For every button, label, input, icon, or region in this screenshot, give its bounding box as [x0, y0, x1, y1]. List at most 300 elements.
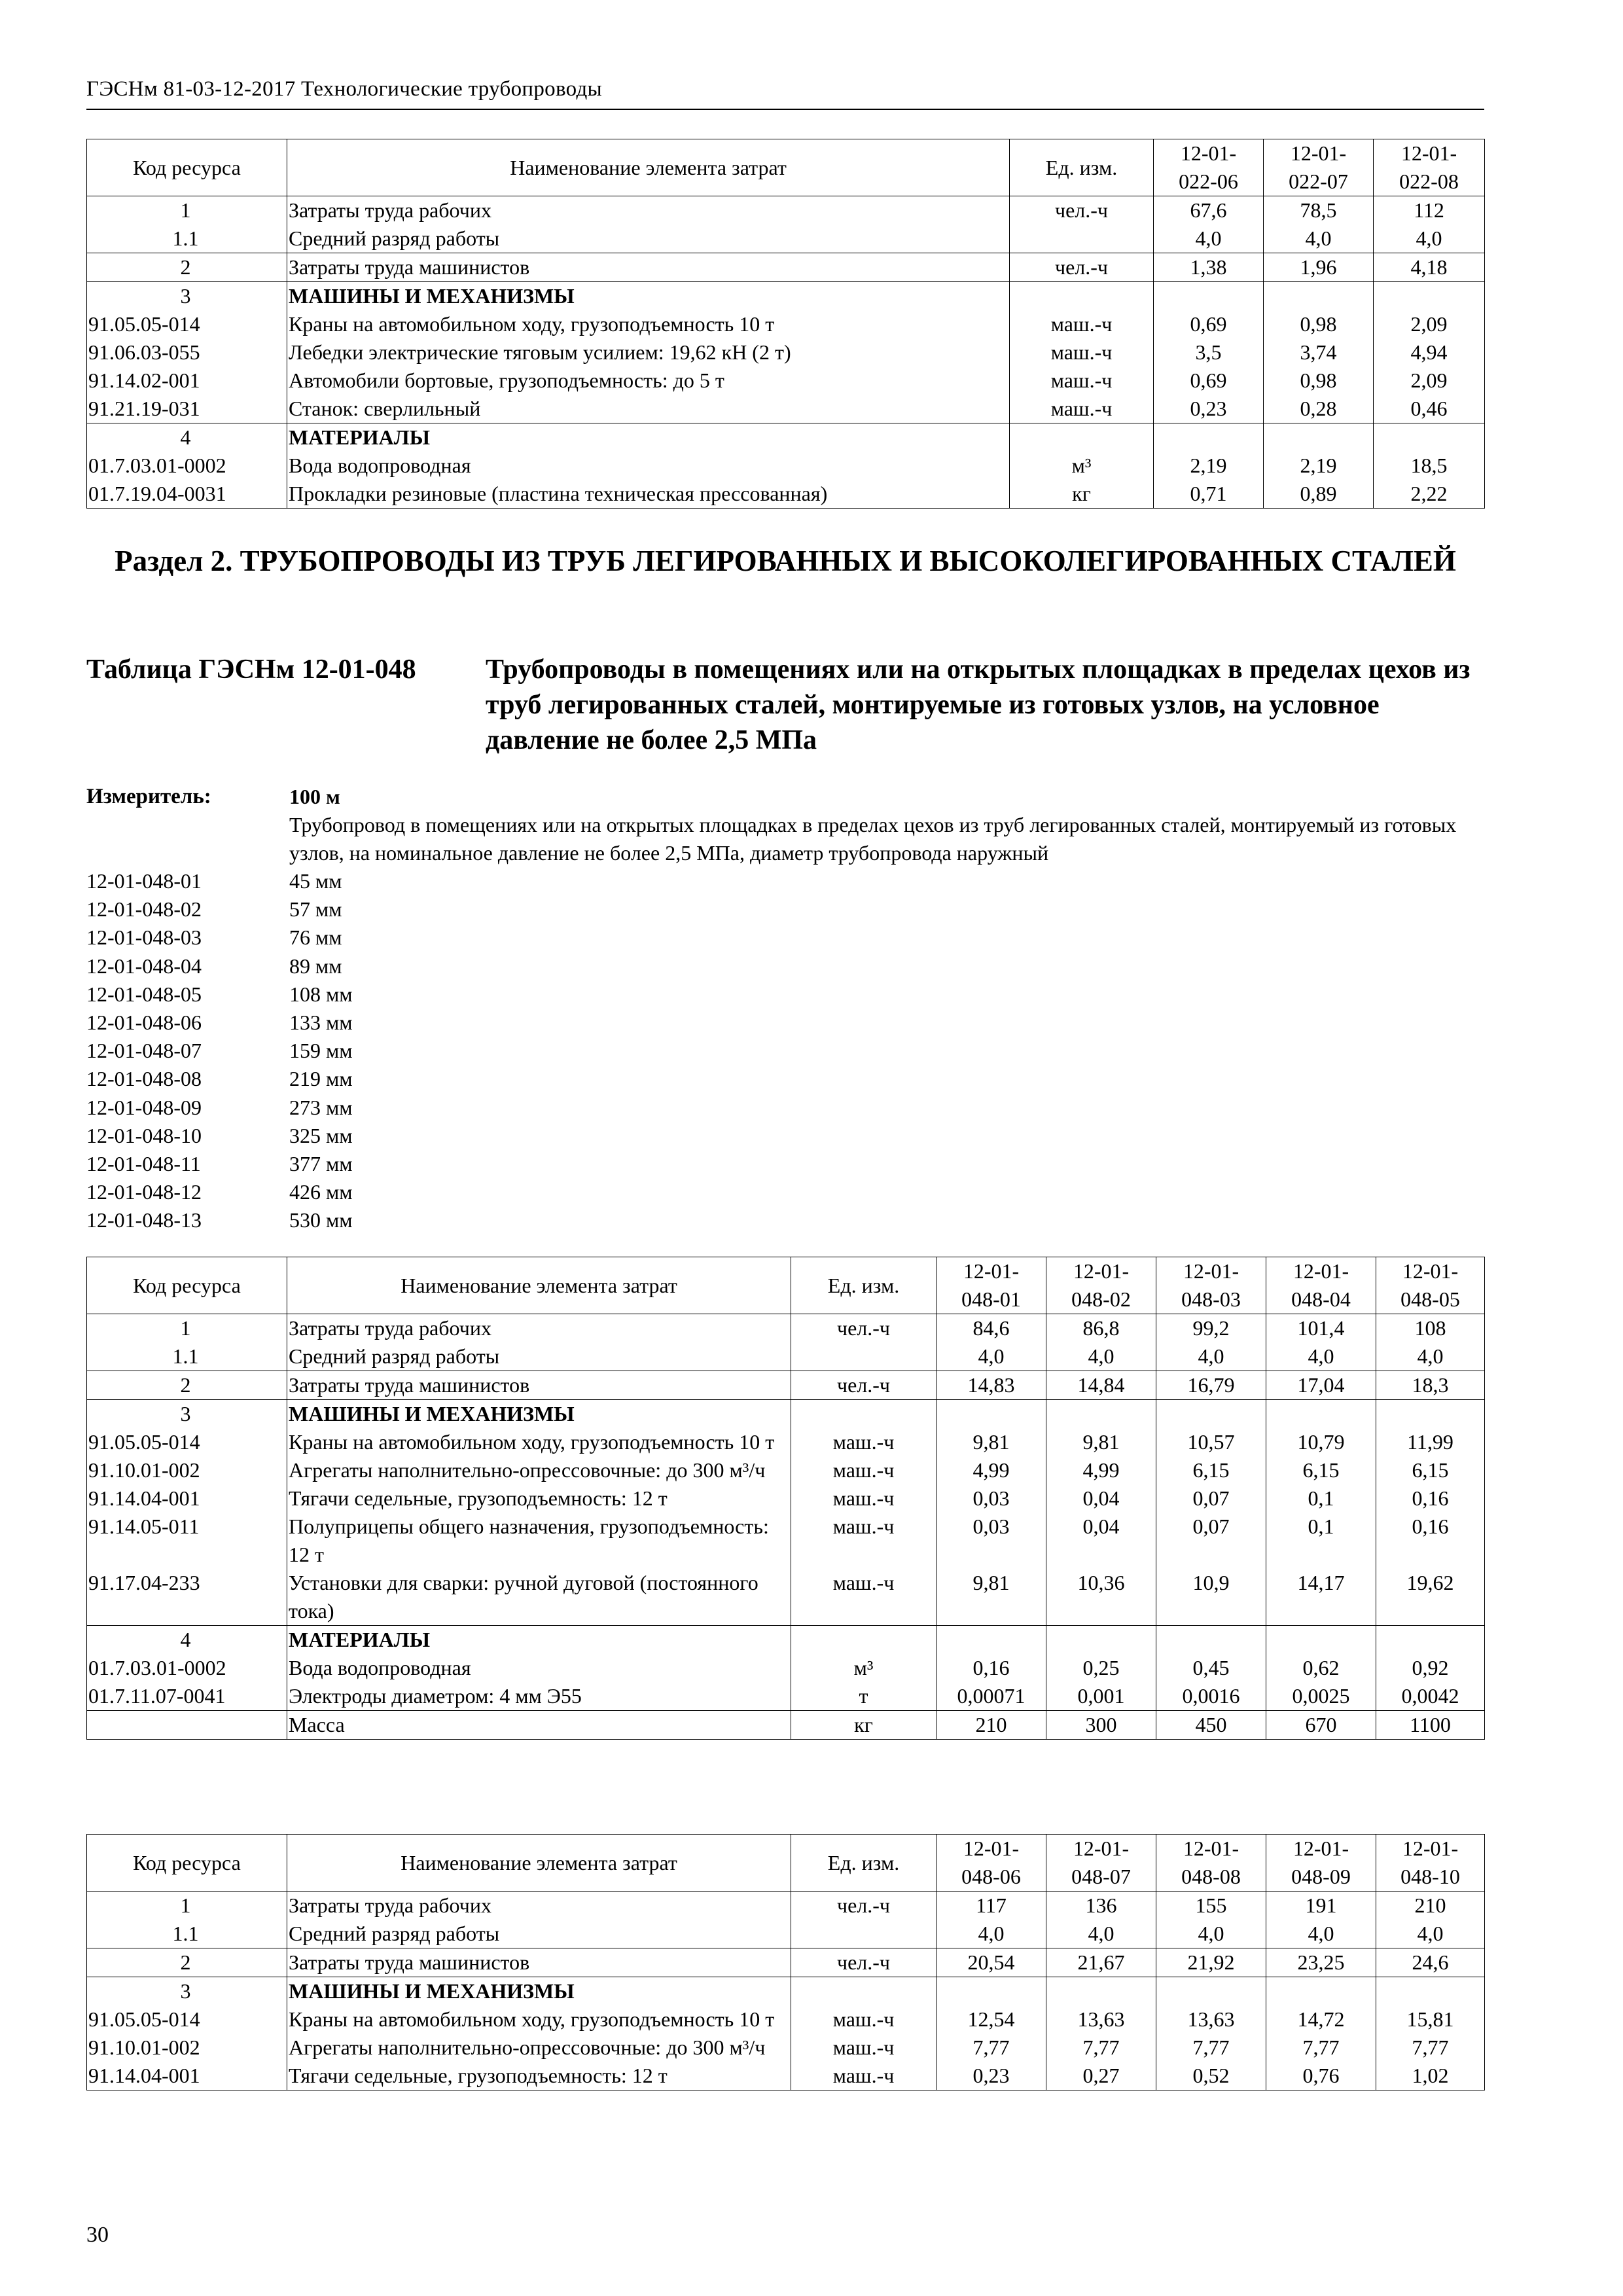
column-header: Код ресурса	[87, 1835, 287, 1892]
resource-value: 78,5	[1264, 196, 1374, 225]
column-header: Наименование элемента затрат	[287, 139, 1010, 196]
resource-code: 01.7.03.01-0002	[87, 452, 287, 480]
table-row	[87, 1342, 1485, 1371]
resource-code: 2	[87, 253, 287, 282]
table-row	[87, 282, 1485, 311]
resource-value: 191	[1266, 1892, 1376, 1920]
resource-name: МАШИНЫ И МЕХАНИЗМЫ	[287, 1977, 791, 2006]
list-item	[86, 1150, 353, 1178]
diameter-size: 89 мм	[289, 954, 342, 978]
resource-unit: маш.-ч	[1010, 395, 1154, 423]
resource-value: 14,83	[936, 1371, 1046, 1400]
resource-value: 117	[936, 1892, 1046, 1920]
resource-unit: м³	[791, 1654, 936, 1682]
table-row	[87, 395, 1485, 423]
resource-code: 3	[87, 1977, 287, 2006]
resource-unit	[791, 1920, 936, 1948]
resource-value: 0,03	[936, 1484, 1046, 1513]
resource-value	[1046, 1626, 1156, 1655]
list-item	[86, 1094, 353, 1122]
column-header: Ед. изм.	[791, 1835, 936, 1892]
resource-value: 0,16	[1376, 1513, 1485, 1569]
resource-value: 23,25	[1266, 1948, 1376, 1977]
column-header: 12-01- 048-02	[1046, 1257, 1156, 1314]
resource-unit: маш.-ч	[791, 2034, 936, 2062]
resource-code: 1.1	[87, 1920, 287, 1948]
resource-unit: маш.-ч	[791, 2005, 936, 2034]
resource-name: Вода водопроводная	[287, 1654, 791, 1682]
resource-value: 0,001	[1046, 1682, 1156, 1711]
resource-unit: маш.-ч	[791, 1569, 936, 1626]
resource-value	[1266, 1400, 1376, 1429]
diameter-size: 108 мм	[289, 982, 353, 1006]
resource-name: Средний разряд работы	[287, 224, 1010, 253]
resource-code: 1	[87, 1314, 287, 1343]
resource-value: 0,92	[1376, 1654, 1485, 1682]
resource-table-048-06-10	[86, 1834, 1485, 2090]
resource-name: МАТЕРИАЛЫ	[287, 1626, 791, 1655]
list-item	[86, 1122, 353, 1150]
resource-code: 91.14.05-011	[87, 1513, 287, 1569]
resource-code: 91.14.04-001	[87, 2062, 287, 2090]
resource-value: 0,98	[1264, 367, 1374, 395]
table-row	[87, 1977, 1485, 2006]
resource-code: 91.05.05-014	[87, 2005, 287, 2034]
resource-code: 01.7.11.07-0041	[87, 1682, 287, 1711]
resource-value: 4,0	[1156, 1920, 1266, 1948]
table-row	[87, 338, 1485, 367]
resource-value: 4,0	[1374, 224, 1485, 253]
diameter-size: 57 мм	[289, 897, 342, 922]
resource-value: 0,46	[1374, 395, 1485, 423]
resource-unit: маш.-ч	[791, 1428, 936, 1456]
resource-code: 91.14.04-001	[87, 1484, 287, 1513]
resource-value: 9,81	[936, 1569, 1046, 1626]
resource-value: 210	[936, 1711, 1046, 1740]
resource-value: 4,0	[1376, 1342, 1485, 1371]
resource-value: 17,04	[1266, 1371, 1376, 1400]
resource-value: 0,0042	[1376, 1682, 1485, 1711]
resource-value: 67,6	[1154, 196, 1264, 225]
resource-unit: маш.-ч	[791, 1456, 936, 1484]
table-row	[87, 196, 1485, 225]
resource-name: Вода водопроводная	[287, 452, 1010, 480]
resource-value: 2,19	[1264, 452, 1374, 480]
resource-name: Тягачи седельные, грузоподъемность: 12 т	[287, 2062, 791, 2090]
resource-unit: маш.-ч	[791, 1513, 936, 1569]
resource-value: 0,62	[1266, 1654, 1376, 1682]
resource-value: 0,28	[1264, 395, 1374, 423]
resource-value: 0,27	[1046, 2062, 1156, 2090]
resource-value: 0,16	[936, 1654, 1046, 1682]
table-row	[87, 1920, 1485, 1948]
resource-value	[1374, 282, 1485, 311]
table-row	[87, 1314, 1485, 1343]
table-row	[87, 1371, 1485, 1400]
resource-code: 91.21.19-031	[87, 395, 287, 423]
table-row	[87, 1428, 1485, 1456]
resource-value: 6,15	[1266, 1456, 1376, 1484]
table-row	[87, 310, 1485, 338]
resource-code: 01.7.19.04-0031	[87, 480, 287, 509]
resource-value	[1264, 282, 1374, 311]
column-header: 12-01- 048-06	[936, 1835, 1046, 1892]
resource-code: 91.17.04-233	[87, 1569, 287, 1626]
resource-value: 14,17	[1266, 1569, 1376, 1626]
header-rule	[86, 109, 1484, 110]
resource-value: 0,07	[1156, 1513, 1266, 1569]
resource-code: 1.1	[87, 1342, 287, 1371]
resource-name: Затраты труда рабочих	[287, 196, 1010, 225]
resource-value: 0,0016	[1156, 1682, 1266, 1711]
resource-value: 4,0	[1154, 224, 1264, 253]
resource-value: 4,0	[1376, 1920, 1485, 1948]
resource-code: 91.06.03-055	[87, 338, 287, 367]
resource-unit: чел.-ч	[791, 1371, 936, 1400]
resource-code: 91.05.05-014	[87, 310, 287, 338]
diameter-size: 377 мм	[289, 1152, 353, 1176]
resource-value	[936, 1626, 1046, 1655]
resource-value: 136	[1046, 1892, 1156, 1920]
diameter-size: 219 мм	[289, 1067, 353, 1091]
resource-unit	[1010, 224, 1154, 253]
resource-value: 155	[1156, 1892, 1266, 1920]
resource-value: 10,9	[1156, 1569, 1266, 1626]
diameter-code: 12-01-048-12	[86, 1180, 202, 1204]
resource-name: Тягачи седельные, грузоподъемность: 12 т	[287, 1484, 791, 1513]
column-header: Наименование элемента затрат	[287, 1257, 791, 1314]
resource-name: Затраты труда машинистов	[287, 1948, 791, 1977]
diameter-code: 12-01-048-11	[86, 1152, 201, 1176]
resource-value: 450	[1156, 1711, 1266, 1740]
resource-name: Станок: сверлильный	[287, 395, 1010, 423]
resource-value: 0,1	[1266, 1513, 1376, 1569]
diameter-size: 159 мм	[289, 1039, 353, 1063]
resource-value: 7,77	[1046, 2034, 1156, 2062]
resource-unit: чел.-ч	[1010, 196, 1154, 225]
table-row	[87, 423, 1485, 452]
diameter-code: 12-01-048-04	[86, 954, 202, 978]
resource-value: 84,6	[936, 1314, 1046, 1343]
resource-value: 1100	[1376, 1711, 1485, 1740]
resource-value	[1266, 1626, 1376, 1655]
column-header: Ед. изм.	[791, 1257, 936, 1314]
resource-name: Средний разряд работы	[287, 1920, 791, 1948]
resource-name: Прокладки резиновые (пластина техническая прессованная)	[287, 480, 1010, 509]
page-number: 30	[86, 2223, 109, 2247]
resource-value: 670	[1266, 1711, 1376, 1740]
resource-value: 2,22	[1374, 480, 1485, 509]
resource-value: 0,04	[1046, 1513, 1156, 1569]
column-header: 12-01- 048-08	[1156, 1835, 1266, 1892]
resource-value: 10,57	[1156, 1428, 1266, 1456]
list-item	[86, 867, 353, 895]
resource-unit: маш.-ч	[1010, 310, 1154, 338]
resource-name: Автомобили бортовые, грузоподъемность: до 5 т	[287, 367, 1010, 395]
diameter-list	[86, 867, 353, 1235]
resource-value: 2,09	[1374, 367, 1485, 395]
resource-code: 91.10.01-002	[87, 1456, 287, 1484]
resource-name: МАШИНЫ И МЕХАНИЗМЫ	[287, 1400, 791, 1429]
resource-value: 18,5	[1374, 452, 1485, 480]
table-row	[87, 480, 1485, 509]
resource-value: 101,4	[1266, 1314, 1376, 1343]
resource-name: Агрегаты наполнительно-опрессовочные: до 300 м³/ч	[287, 1456, 791, 1484]
resource-value: 0,45	[1156, 1654, 1266, 1682]
resource-value: 7,77	[1266, 2034, 1376, 2062]
resource-code: 3	[87, 282, 287, 311]
resource-value: 4,94	[1374, 338, 1485, 367]
column-header: Код ресурса	[87, 1257, 287, 1314]
resource-unit: маш.-ч	[1010, 367, 1154, 395]
resource-value: 0,03	[936, 1513, 1046, 1569]
resource-code: 91.10.01-002	[87, 2034, 287, 2062]
diameter-code: 12-01-048-13	[86, 1208, 202, 1232]
resource-unit	[791, 1342, 936, 1371]
resource-code: 01.7.03.01-0002	[87, 1654, 287, 1682]
resource-name: Масса	[287, 1711, 791, 1740]
resource-value	[1266, 1977, 1376, 2006]
table-row	[87, 1948, 1485, 1977]
resource-value: 0,0025	[1266, 1682, 1376, 1711]
table-row	[87, 1569, 1485, 1626]
resource-value: 0,98	[1264, 310, 1374, 338]
resource-value: 0,23	[1154, 395, 1264, 423]
diameter-code: 12-01-048-10	[86, 1123, 202, 1147]
column-header: Код ресурса	[87, 139, 287, 196]
diameter-code: 12-01-048-01	[86, 869, 202, 893]
resource-table-022	[86, 139, 1485, 509]
diameter-code: 12-01-048-08	[86, 1067, 202, 1091]
resource-value: 14,84	[1046, 1371, 1156, 1400]
resource-value: 1,38	[1154, 253, 1264, 282]
table-row	[87, 1711, 1485, 1740]
meter-block	[289, 783, 1484, 867]
table-row	[87, 1626, 1485, 1655]
resource-unit: чел.-ч	[791, 1948, 936, 1977]
resource-table-048-01-05	[86, 1257, 1485, 1740]
resource-value: 0,89	[1264, 480, 1374, 509]
resource-value	[1046, 1400, 1156, 1429]
table-row	[87, 2034, 1485, 2062]
table-header-row	[87, 1835, 1485, 1892]
resource-value: 12,54	[936, 2005, 1046, 2034]
list-item	[86, 1065, 353, 1093]
table-row	[87, 1484, 1485, 1513]
diameter-code: 12-01-048-05	[86, 982, 202, 1006]
table-row	[87, 1513, 1485, 1569]
resource-value: 108	[1376, 1314, 1485, 1343]
resource-value	[1264, 423, 1374, 452]
resource-value: 6,15	[1376, 1456, 1485, 1484]
resource-value: 0,23	[936, 2062, 1046, 2090]
resource-value: 2,19	[1154, 452, 1264, 480]
resource-value: 11,99	[1376, 1428, 1485, 1456]
resource-name: Агрегаты наполнительно-опрессовочные: до 300 м³/ч	[287, 2034, 791, 2062]
column-header: 12-01- 048-07	[1046, 1835, 1156, 1892]
resource-value: 13,63	[1156, 2005, 1266, 2034]
resource-value: 4,0	[1046, 1920, 1156, 1948]
resource-value: 10,79	[1266, 1428, 1376, 1456]
resource-name: МАТЕРИАЛЫ	[287, 423, 1010, 452]
resource-value: 6,15	[1156, 1456, 1266, 1484]
table-row	[87, 1456, 1485, 1484]
resource-code: 1	[87, 1892, 287, 1920]
resource-unit: чел.-ч	[791, 1314, 936, 1343]
column-header: 12-01- 048-09	[1266, 1835, 1376, 1892]
resource-value: 0,76	[1266, 2062, 1376, 2090]
resource-value: 300	[1046, 1711, 1156, 1740]
resource-name: Затраты труда машинистов	[287, 253, 1010, 282]
resource-code: 4	[87, 1626, 287, 1655]
resource-value: 15,81	[1376, 2005, 1485, 2034]
resource-value: 19,62	[1376, 1569, 1485, 1626]
resource-value: 112	[1374, 196, 1485, 225]
table-header-row	[87, 139, 1485, 196]
resource-value: 1,96	[1264, 253, 1374, 282]
resource-value: 0,52	[1156, 2062, 1266, 2090]
resource-name: Краны на автомобильном ходу, грузоподъемность 10 т	[287, 2005, 791, 2034]
resource-value: 7,77	[936, 2034, 1046, 2062]
resource-code: 1	[87, 196, 287, 225]
resource-value	[1376, 1977, 1485, 2006]
list-item	[86, 1178, 353, 1206]
resource-name: Лебедки электрические тяговым усилием: 19,62 кН (2 т)	[287, 338, 1010, 367]
list-item	[86, 1206, 353, 1234]
resource-value: 99,2	[1156, 1314, 1266, 1343]
resource-value: 0,69	[1154, 310, 1264, 338]
resource-unit	[1010, 282, 1154, 311]
resource-unit	[1010, 423, 1154, 452]
resource-unit: чел.-ч	[791, 1892, 936, 1920]
resource-value: 9,81	[1046, 1428, 1156, 1456]
resource-value: 9,81	[936, 1428, 1046, 1456]
resource-value	[1154, 423, 1264, 452]
resource-value: 4,0	[936, 1920, 1046, 1948]
resource-name: Установки для сварки: ручной дуговой (постоянного тока)	[287, 1569, 791, 1626]
resource-value: 4,0	[1266, 1342, 1376, 1371]
resource-code: 2	[87, 1948, 287, 1977]
resource-value: 4,0	[1156, 1342, 1266, 1371]
resource-name: Полуприцепы общего назначения, грузоподъемность: 12 т	[287, 1513, 791, 1569]
resource-value: 210	[1376, 1892, 1485, 1920]
resource-value: 3,74	[1264, 338, 1374, 367]
resource-value: 0,71	[1154, 480, 1264, 509]
resource-code: 4	[87, 423, 287, 452]
resource-value	[1156, 1977, 1266, 2006]
column-header: 12-01- 022-06	[1154, 139, 1264, 196]
list-item	[86, 1009, 353, 1037]
resource-name: Средний разряд работы	[287, 1342, 791, 1371]
resource-value: 16,79	[1156, 1371, 1266, 1400]
diameter-size: 530 мм	[289, 1208, 353, 1232]
resource-name: Краны на автомобильном ходу, грузоподъемность 10 т	[287, 310, 1010, 338]
resource-name: Электроды диаметром: 4 мм Э55	[287, 1682, 791, 1711]
table-caption: Трубопроводы в помещениях или на открытых площадках в пределах цехов из труб легированных сталей, монтируемые из готовых узлов, на условное давление не более 2,5 МПа	[486, 655, 1471, 755]
table-row	[87, 1892, 1485, 1920]
column-header: Ед. изм.	[1010, 139, 1154, 196]
resource-value: 21,92	[1156, 1948, 1266, 1977]
diameter-size: 76 мм	[289, 925, 342, 950]
resource-value	[1376, 1626, 1485, 1655]
resource-name: Затраты труда рабочих	[287, 1892, 791, 1920]
resource-value: 0,07	[1156, 1484, 1266, 1513]
list-item	[86, 980, 353, 1009]
diameter-size: 325 мм	[289, 1123, 353, 1147]
resource-value	[936, 1400, 1046, 1429]
resource-unit: маш.-ч	[1010, 338, 1154, 367]
list-item	[86, 895, 353, 924]
resource-unit: чел.-ч	[1010, 253, 1154, 282]
resource-value: 4,99	[1046, 1456, 1156, 1484]
resource-value: 18,3	[1376, 1371, 1485, 1400]
table-row	[87, 1682, 1485, 1711]
diameter-size: 45 мм	[289, 869, 342, 893]
resource-code	[87, 1711, 287, 1740]
resource-value	[1154, 282, 1264, 311]
resource-value: 14,72	[1266, 2005, 1376, 2034]
column-header: 12-01- 022-07	[1264, 139, 1374, 196]
column-header: Наименование элемента затрат	[287, 1835, 791, 1892]
resource-value: 7,77	[1376, 2034, 1485, 2062]
resource-code: 91.05.05-014	[87, 1428, 287, 1456]
diameter-code: 12-01-048-02	[86, 897, 202, 922]
resource-value	[1374, 423, 1485, 452]
list-item	[86, 952, 353, 980]
section-title: Раздел 2. ТРУБОПРОВОДЫ ИЗ ТРУБ ЛЕГИРОВАННЫХ И ВЫСОКОЛЕГИРОВАННЫХ СТАЛЕЙ	[115, 545, 1456, 577]
resource-unit	[791, 1977, 936, 2006]
list-item	[86, 924, 353, 952]
column-header: 12-01- 048-04	[1266, 1257, 1376, 1314]
resource-unit	[791, 1626, 936, 1655]
resource-name: Затраты труда машинистов	[287, 1371, 791, 1400]
diameter-code: 12-01-048-06	[86, 1011, 202, 1035]
resource-value: 0,25	[1046, 1654, 1156, 1682]
table-row	[87, 2005, 1485, 2034]
column-header: 12-01- 048-01	[936, 1257, 1046, 1314]
resource-value: 0,04	[1046, 1484, 1156, 1513]
resource-value: 4,99	[936, 1456, 1046, 1484]
meter-label: Измеритель:	[86, 785, 211, 808]
resource-name: Краны на автомобильном ходу, грузоподъемность 10 т	[287, 1428, 791, 1456]
resource-name: МАШИНЫ И МЕХАНИЗМЫ	[287, 282, 1010, 311]
table-row	[87, 1654, 1485, 1682]
table-row	[87, 253, 1485, 282]
resource-unit: маш.-ч	[791, 1484, 936, 1513]
diameter-code: 12-01-048-07	[86, 1039, 202, 1063]
resource-unit: маш.-ч	[791, 2062, 936, 2090]
resource-value: 0,1	[1266, 1484, 1376, 1513]
table-row	[87, 224, 1485, 253]
table-header-row	[87, 1257, 1485, 1314]
column-header: 12-01- 048-10	[1376, 1835, 1485, 1892]
resource-value: 1,02	[1376, 2062, 1485, 2090]
resource-value	[936, 1977, 1046, 2006]
resource-value: 4,0	[1266, 1920, 1376, 1948]
resource-code: 2	[87, 1371, 287, 1400]
diameter-code: 12-01-048-09	[86, 1095, 202, 1119]
resource-value: 4,18	[1374, 253, 1485, 282]
resource-unit: кг	[791, 1711, 936, 1740]
table-row	[87, 367, 1485, 395]
column-header: 12-01- 048-03	[1156, 1257, 1266, 1314]
column-header: 12-01- 022-08	[1374, 139, 1485, 196]
resource-value: 21,67	[1046, 1948, 1156, 1977]
resource-value: 7,77	[1156, 2034, 1266, 2062]
resource-unit: м³	[1010, 452, 1154, 480]
resource-value: 0,16	[1376, 1484, 1485, 1513]
diameter-size: 133 мм	[289, 1011, 353, 1035]
